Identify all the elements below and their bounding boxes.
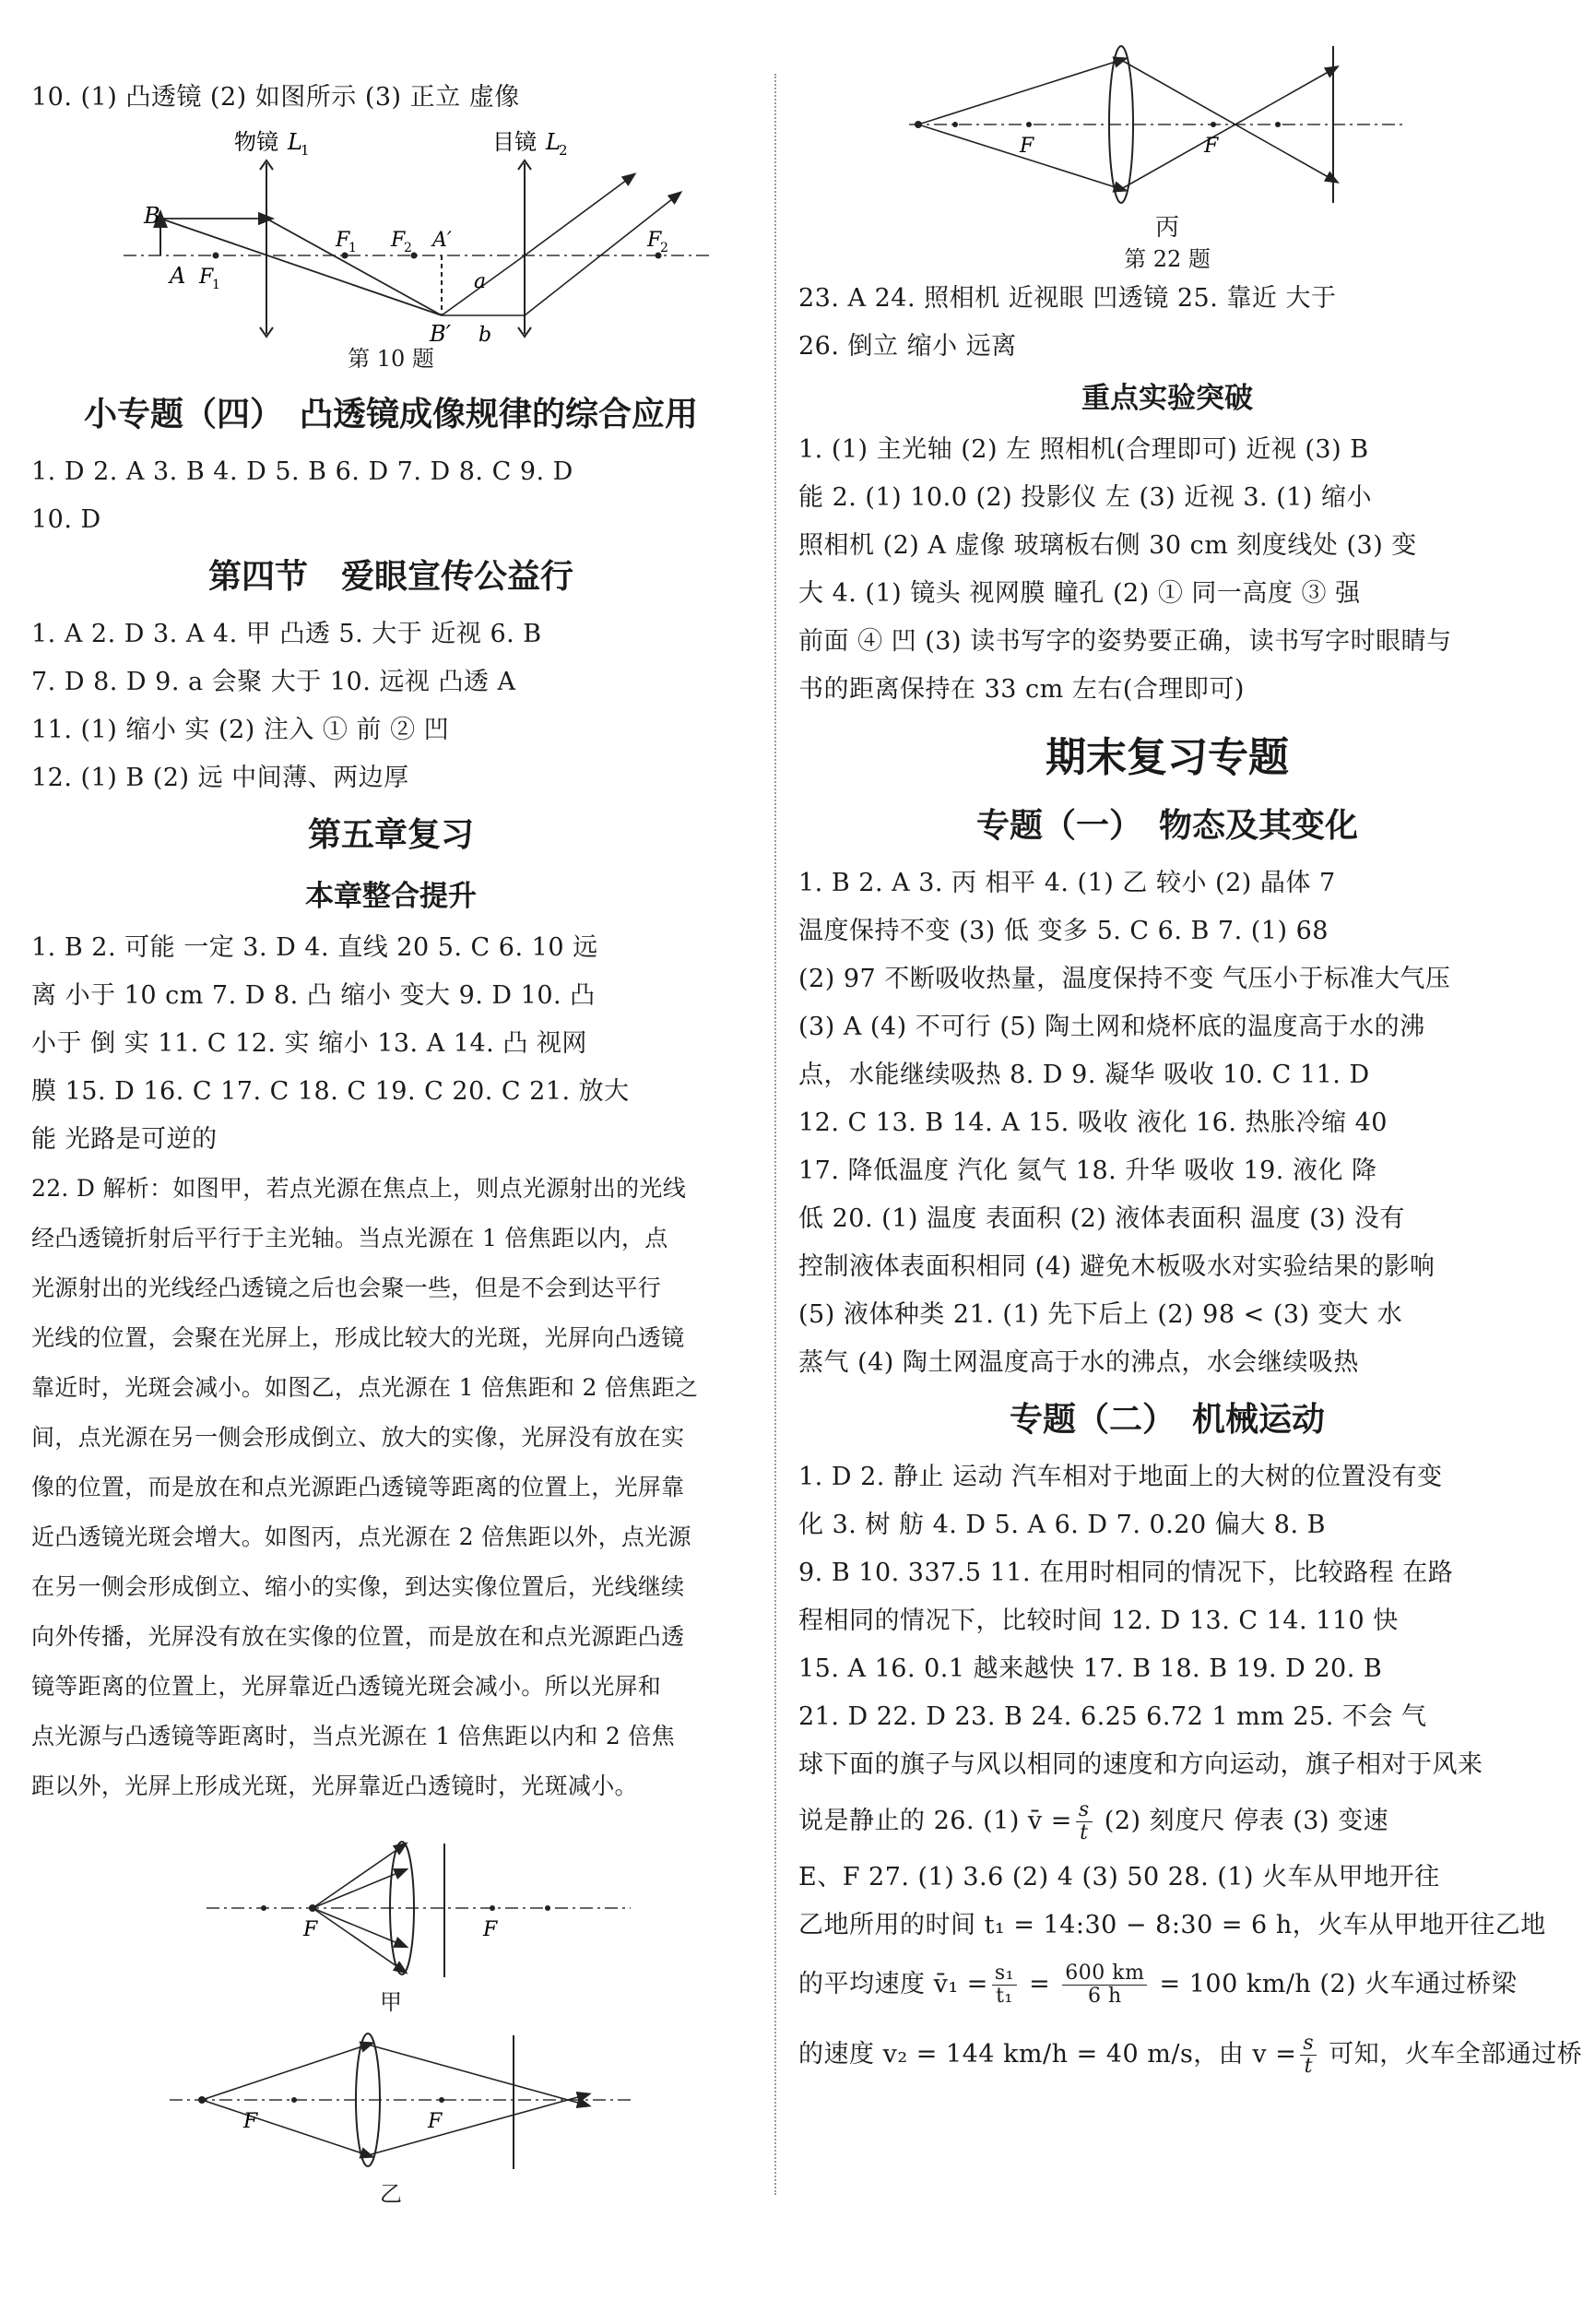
topic2-answers-12: 的速度 v₂ = 144 km/h = 40 m/s，由 v = $\frac{s}{t}$ 可知，火车全部通过桥: [798, 2032, 1583, 2078]
svg-text:F: F: [303, 1918, 318, 1941]
figure-jia-diagram: [151, 1839, 631, 1986]
topic1-answers-8: 低 20. (1) 温度 表面积 (2) 液体表面积 温度 (3) 没有: [798, 1204, 1405, 1233]
svg-text:F: F: [647, 229, 662, 252]
q22-explanation-13: 距以外，光屏上形成光斑，光屏靠近凸透镜时，光斑减小。: [31, 1773, 638, 1799]
chapter5-answers-3: 小于 倒 实 11. C 12. 实 缩小 13. A 14. 凸 视网: [31, 1029, 587, 1058]
chapter5-subtitle: 本章整合提升: [305, 880, 477, 913]
svg-text:2: 2: [404, 241, 412, 255]
topic2-answers-4: 程相同的情况下，比较时间 12. D 13. C 14. 110 快: [798, 1607, 1399, 1635]
chapter5-review-title: 第五章复习: [307, 816, 474, 854]
svg-text:F: F: [428, 2110, 443, 2133]
svg-text:L: L: [288, 129, 302, 155]
section4-answers-2: 7. D 8. D 9. a 会聚 大于 10. 远视 凸透 A: [31, 668, 516, 696]
section4-answers-4: 12. (1) B (2) 远 中间薄、两边厚: [31, 764, 409, 792]
chapter5-answers-2: 离 小于 10 cm 7. D 8. 凸 缩小 变大 9. D 10. 凸: [31, 981, 596, 1010]
chapter5-answers-4: 膜 15. D 16. C 17. C 18. C 19. C 20. C 21. 放大: [31, 1077, 630, 1106]
topic1-answers-6: 12. C 13. B 14. A 15. 吸收 液化 16. 热胀冷缩 40: [798, 1109, 1388, 1137]
experiment-answers-5: 前面 ④ 凹 (3) 读书写字的姿势要正确，读书写字时眼睛与: [798, 627, 1452, 656]
section4-answers-3: 11. (1) 缩小 实 (2) 注入 ① 前 ② 凹: [31, 716, 450, 744]
topic2-answers-7: 球下面的旗子与风以相同的速度和方向运动，旗子相对于风来: [798, 1750, 1483, 1779]
topic2-answers-10: 乙地所用的时间 t₁ = 14:30 − 8:30 = 6 h，火车从甲地开往乙地: [798, 1911, 1546, 1939]
answers-23-25: 23. A 24. 照相机 近视眼 凹透镜 25. 靠近 大于: [798, 284, 1337, 313]
q22-explanation-4: 光线的位置，会聚在光屏上，形成比较大的光斑，光屏向凸透镜: [31, 1324, 685, 1351]
topic2-answers-1: 1. D 2. 静止 运动 汽车相对于地面上的大树的位置没有变: [798, 1463, 1443, 1491]
figure-10-caption: 第 10 题: [348, 346, 434, 372]
topic2-title: 专题（二） 机械运动: [1009, 1401, 1325, 1439]
svg-text:F: F: [483, 1918, 498, 1941]
svg-text:F: F: [243, 2110, 258, 2133]
figure-bing-label: 丙: [1154, 214, 1179, 242]
topic4-answers-1: 1. D 2. A 3. B 4. D 5. B 6. D 7. D 8. C 9. D: [31, 457, 573, 486]
q22-explanation-6: 间，点光源在另一侧会形成倒立、放大的实像，光屏没有放在实: [31, 1424, 685, 1451]
final-review-title: 期末复习专题: [1046, 734, 1289, 781]
svg-text:B′: B′: [430, 321, 452, 343]
experiment-answers-4: 大 4. (1) 镜头 视网膜 瞳孔 (2) ① 同一高度 ③ 强: [798, 579, 1361, 608]
figure-bing-diagram: [909, 28, 1425, 212]
label-eyepiece: 目镜: [492, 129, 537, 155]
svg-text:1: 1: [301, 142, 310, 159]
svg-text:A: A: [170, 263, 186, 289]
topic1-title: 专题（一） 物态及其变化: [975, 807, 1358, 845]
chapter5-answers-1: 1. B 2. 可能 一定 3. D 4. 直线 20 5. C 6. 10 远: [31, 933, 598, 962]
topic4-answers-2: 10. D: [31, 505, 101, 534]
topic1-answers-11: 蒸气 (4) 陶土网温度高于水的沸点，水会继续吸热: [798, 1348, 1359, 1377]
topic2-answers-11: 的平均速度 v̄₁ = $\frac{\text{s₁}}{\text{t₁}}$ = $\frac{600 km}{6 h}$ = 100 km/h (2) 火车通过桥梁: [798, 1962, 1518, 2008]
svg-text:b: b: [478, 324, 492, 343]
q22-explanation-8: 近凸透镜光斑会增大。如图丙，点光源在 2 倍焦距以外，点光源: [31, 1524, 691, 1550]
svg-text:2: 2: [559, 142, 568, 159]
q22-explanation-9: 在另一侧会形成倒立、缩小的实像，到达实像位置后，光线继续: [31, 1573, 685, 1600]
svg-text:F: F: [199, 266, 214, 289]
svg-text:A′: A′: [432, 229, 452, 252]
answers-26: 26. 倒立 缩小 远离: [798, 332, 1017, 361]
experiment-answers-2: 能 2. (1) 10.0 (2) 投影仪 左 (3) 近视 3. (1) 缩小: [798, 483, 1373, 512]
topic1-answers-2: 温度保持不变 (3) 低 变多 5. C 6. B 7. (1) 68: [798, 917, 1329, 945]
chapter5-answers-5: 能 光路是可逆的: [31, 1125, 218, 1154]
topic1-answers-4: (3) A (4) 不可行 (5) 陶土网和烧杯底的温度高于水的沸: [798, 1013, 1425, 1041]
topic2-answers-2: 化 3. 树 舫 4. D 5. A 6. D 7. 0.20 偏大 8. B: [798, 1511, 1326, 1539]
topic2-answers-6: 21. D 22. D 23. B 24. 6.25 6.72 1 mm 25. 不会 气: [798, 1702, 1427, 1731]
topic4-title: 小专题（四） 凸透镜成像规律的综合应用: [83, 396, 698, 433]
experiment-answers-3: 照相机 (2) A 虚像 玻璃板右侧 30 cm 刻度线处 (3) 变: [798, 531, 1417, 560]
figure-22-caption: 第 22 题: [1124, 246, 1211, 272]
topic1-answers-10: (5) 液体种类 21. (1) 先下后上 (2) 98 < (3) 变大 水: [798, 1300, 1403, 1329]
q22-explanation-5: 靠近时，光斑会减小。如图乙，点光源在 1 倍焦距和 2 倍焦距之: [31, 1374, 699, 1401]
svg-text:B: B: [144, 203, 160, 229]
left-column: [31, 74, 750, 2210]
label-objective: 物镜: [234, 129, 278, 155]
svg-text:L: L: [546, 129, 561, 155]
svg-text:F: F: [336, 229, 350, 252]
q22-explanation-3: 光源射出的光线经凸透镜之后也会聚一些，但是不会到达平行: [31, 1275, 662, 1301]
figure-10-microscope-diagram: [68, 122, 714, 343]
svg-text:1: 1: [212, 278, 220, 292]
svg-text:F: F: [391, 229, 406, 252]
topic1-answers-5: 点，水能继续吸热 8. D 9. 凝华 吸收 10. C 11. D: [798, 1061, 1370, 1089]
topic2-answers-9: E、F 27. (1) 3.6 (2) 4 (3) 50 28. (1) 火车从甲地开往: [798, 1863, 1440, 1891]
section4-answers-1: 1. A 2. D 3. A 4. 甲 凸透 5. 大于 近视 6. B: [31, 620, 542, 648]
svg-text:2: 2: [660, 241, 668, 255]
svg-text:1: 1: [349, 241, 357, 255]
topic2-answers-8: 说是静止的 26. (1) v̄ = $\frac{s}{t}$ (2) 刻度尺 停表 (3) 变速: [798, 1798, 1389, 1844]
svg-text:F: F: [1204, 135, 1219, 158]
topic1-answers-3: (2) 97 不断吸收热量，温度保持不变 气压小于标准大气压: [798, 965, 1451, 993]
experiment-answers-1: 1. (1) 主光轴 (2) 左 照相机(合理即可) 近视 (3) B: [798, 435, 1369, 464]
right-column: [798, 28, 1583, 2090]
topic2-answers-5: 15. A 16. 0.1 越来越快 17. B 18. B 19. D 20. B: [798, 1654, 1383, 1683]
answer-q10: 10. (1) 凸透镜 (2) 如图所示 (3) 正立 虚像: [31, 83, 520, 112]
experiment-title: 重点实验突破: [1081, 382, 1253, 415]
section4-title: 第四节 爱眼宣传公益行: [207, 558, 573, 596]
figure-jia-caption: 甲: [380, 1989, 402, 2015]
experiment-answers-6: 书的距离保持在 33 cm 左右(合理即可): [798, 675, 1245, 704]
q22-explanation-7: 像的位置，而是放在和点光源距凸透镜等距离的位置上，光屏靠: [31, 1474, 685, 1500]
figure-yi-caption: 乙: [380, 2181, 402, 2207]
q22-explanation-2: 经凸透镜折射后平行于主光轴。当点光源在 1 倍焦距以内，点: [31, 1225, 668, 1251]
q22-explanation-12: 点光源与凸透镜等距离时，当点光源在 1 倍焦距以内和 2 倍焦: [31, 1723, 675, 1749]
svg-text:F: F: [1020, 135, 1034, 158]
topic1-answers-9: 控制液体表面积相同 (4) 避免木板吸水对实验结果的影响: [798, 1252, 1436, 1281]
q22-explanation-10: 向外传播，光屏没有放在实像的位置，而是放在和点光源距凸透: [31, 1623, 685, 1650]
topic1-answers-1: 1. B 2. A 3. 丙 相平 4. (1) 乙 较小 (2) 晶体 7: [798, 869, 1336, 897]
q22-explanation-1: 22. D 解析：如图甲，若点光源在焦点上，则点光源射出的光线: [31, 1175, 686, 1202]
topic2-answers-3: 9. B 10. 337.5 11. 在用时相同的情况下，比较路程 在路: [798, 1559, 1454, 1587]
column-divider: [774, 74, 776, 2195]
q22-explanation-11: 镜等距离的位置上，光屏靠近凸透镜光斑会减小。所以光屏和: [31, 1673, 662, 1700]
svg-text:a: a: [474, 270, 487, 293]
topic1-answers-7: 17. 降低温度 汽化 氦气 18. 升华 吸收 19. 液化 降: [798, 1156, 1377, 1185]
figure-yi-diagram: [151, 2031, 631, 2178]
